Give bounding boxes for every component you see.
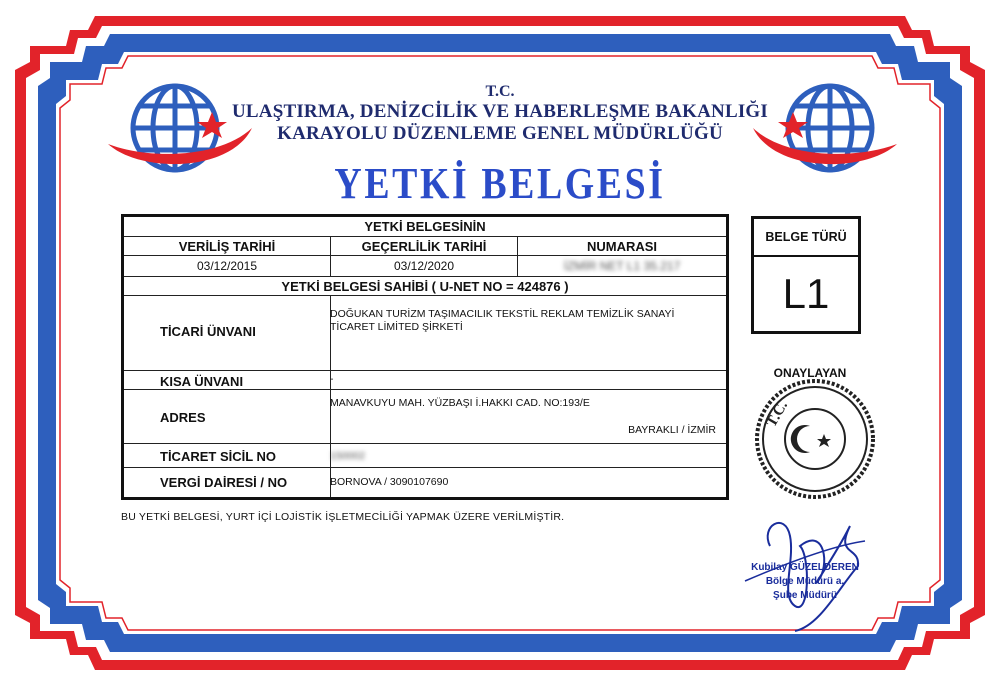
registry-row (124, 444, 726, 468)
trade-name-label: TİCARİ ÜNVANI (160, 324, 256, 339)
registry-number: 150002 (330, 450, 366, 462)
approval-label: ONAYLAYAN (773, 366, 847, 380)
short-name-row (124, 371, 726, 390)
signer-name: Kubilay GÜZELDEREN (751, 562, 859, 573)
ministry-name: ULAŞTIRMA, DENİZCİLİK VE HABERLEŞME BAKANLIĞI (231, 101, 768, 122)
document-type-box (751, 216, 861, 334)
table-values-row (124, 256, 726, 277)
address-line2: BAYRAKLI / İZMİR (628, 424, 716, 436)
signature-icon (740, 486, 870, 636)
certificate-number: İZMİR NET L1 35.217 (563, 259, 681, 273)
table-header-row (124, 237, 726, 256)
official-seal-icon (752, 376, 878, 502)
signer-title-1: Bölge Müdürü a. (765, 576, 845, 587)
registry-label: TİCARET SİCİL NO (160, 449, 277, 464)
document-type-value: L1 (782, 270, 830, 317)
signer-title-2: Şube Müdürü (773, 590, 837, 601)
validity-date: 03/12/2020 (330, 256, 517, 276)
tax-row (124, 468, 726, 497)
holder-title: YETKİ BELGESİ SAHİBİ ( U-NET NO = 424876 ) (124, 277, 726, 296)
address-row (124, 390, 726, 444)
address-label: ADRES (160, 410, 206, 425)
trade-name-row (124, 296, 726, 371)
footer-note: BU YETKİ BELGESİ, YURT İÇİ LOJİSTİK İŞLETMECİLİĞİ YAPMAK ÜZERE VERİLMİŞTİR. (121, 511, 565, 523)
tax-label: VERGİ DAİRESİ / NO (160, 475, 288, 490)
col-issue-date: VERİLİŞ TARİHİ (178, 238, 276, 254)
document-type-label: BELGE TÜRÜ (754, 219, 858, 257)
tax-value: BORNOVA / 3090107690 (330, 476, 449, 488)
short-name-value: - (330, 373, 334, 385)
address-line1: MANAVKUYU MAH. YÜZBAŞI İ.HAKKI CAD. NO:193/E (330, 397, 590, 409)
issue-date: 03/12/2015 (196, 259, 258, 273)
document-title: YETKİ BELGESİ (334, 159, 666, 208)
directorate-name: KARAYOLU DÜZENLEME GENEL MÜDÜRLÜĞÜ (277, 123, 723, 144)
table-section-title: YETKİ BELGESİNİN (124, 217, 726, 237)
certificate-table (121, 214, 729, 500)
svg-text:T.C.: T.C. (763, 398, 792, 430)
col-number: NUMARASI (517, 237, 726, 255)
trade-name-line2: TİCARET LİMİTED ŞİRKETİ (330, 321, 463, 333)
short-name-label: KISA ÜNVANI (160, 374, 244, 389)
header-tc: T.C. (485, 83, 515, 100)
trade-name-line1: DOĞUKAN TURİZM TAŞIMACILIK TEKSTİL REKLAM TEMİZLİK SANAYİ (330, 308, 675, 320)
col-validity-date: GEÇERLİLİK TARİHİ (330, 237, 517, 255)
